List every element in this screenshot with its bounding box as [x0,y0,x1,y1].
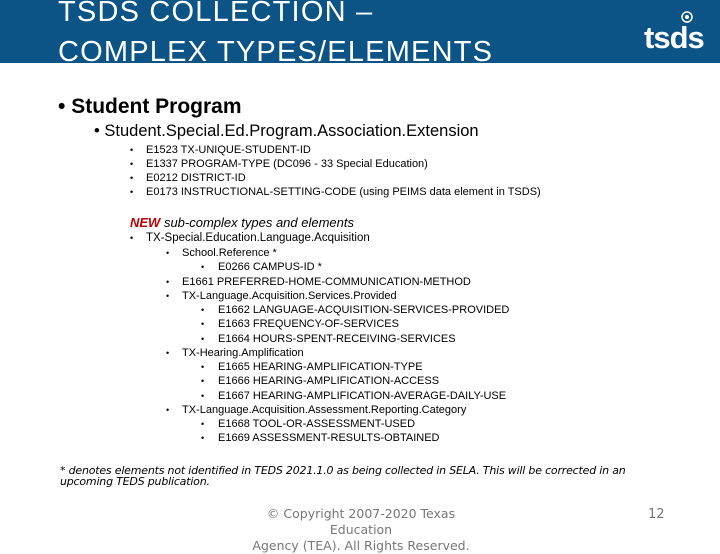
hearing-type-line: TX-Hearing.Amplification [182,347,304,359]
hearing-element-line: E1666 HEARING-AMPLIFICATION-ACCESS [218,375,440,387]
footnote-line-1: * denotes elements not identified in TEDS 2021.1.0 as being collected in SELA. This will be corrected in an [60,464,626,477]
preferred-method-line: E1661 PREFERRED-HOME-COMMUNICATION-METHOD [182,276,471,288]
complex-type-line: TX-Special.Education.Language.Acquisition [146,232,370,244]
bullet: • [201,433,205,443]
element-line: E0212 DISTRICT-ID [146,172,246,184]
bullet: • [166,248,170,258]
bullet: • [166,291,170,301]
services-element-line: E1663 FREQUENCY-OF-SERVICES [218,318,399,330]
campus-id-line: E0266 CAMPUS-ID * [218,261,322,273]
footnote [60,465,660,487]
student-program-heading: Student Program [71,95,242,118]
header-bar [0,0,720,63]
hearing-element-line: E1667 HEARING-AMPLIFICATION-AVERAGE-DAILY-USE [218,390,507,402]
bullet: • [166,348,170,358]
title-line-2: COMPLEX TYPES/ELEMENTS [58,36,494,63]
bullet: • [201,334,205,344]
footnote-line-2: upcoming TEDS publication. [60,475,210,488]
new-label: NEW [130,215,161,230]
new-text: sub-complex types and elements [160,215,354,230]
copyright-line-2: Agency (TEA). All Rights Reserved. [252,538,470,553]
element-line: E0173 INSTRUCTIONAL-SETTING-CODE (using PEIMS data element in TSDS) [146,186,541,198]
bullet: • [130,159,134,169]
bullet: • [201,319,205,329]
element-line: E1523 TX-UNIQUE-STUDENT-ID [146,144,311,156]
copyright-footer [236,506,486,554]
bullet-level-1: • Student Program [58,95,242,118]
copyright-line-1: © Copyright 2007-2020 Texas Education [266,506,456,537]
slide-title [58,0,493,63]
bullet: • [166,277,170,287]
bullet: • [201,262,205,272]
services-element-line: E1664 HOURS-SPENT-RECEIVING-SERVICES [218,333,456,345]
bullet: • [201,362,205,372]
bullet: • [130,233,134,243]
bullet: • [166,405,170,415]
hearing-element-line: E1665 HEARING-AMPLIFICATION-TYPE [218,361,423,373]
title-line-1: TSDS COLLECTION – [58,0,374,28]
logo-mark-icon [680,10,694,24]
assessment-element-line: E1669 ASSESSMENT-RESULTS-OBTAINED [218,432,440,444]
school-reference-line: School.Reference * [182,247,277,259]
bullet-level-2: • Student.Special.Ed.Program.Association.Extension [94,122,479,140]
bullet: • [130,145,134,155]
page-number: 12 [648,507,665,522]
bullet: • [130,187,134,197]
tsds-logo [644,10,714,54]
bullet: • [201,419,205,429]
new-subtypes-heading [130,215,354,230]
element-line: E1337 PROGRAM-TYPE (DC096 - 33 Special Education) [146,158,428,170]
bullet: • [130,173,134,183]
association-extension-heading: Student.Special.Ed.Program.Association.Extension [104,122,479,140]
bullet: • [201,376,205,386]
bullet: • [201,391,205,401]
logo-text: tsds [644,20,704,55]
bullet: • [201,305,205,315]
assessment-type-line: TX-Language.Acquisition.Assessment.Reporting.Category [182,404,467,416]
services-type-line: TX-Language.Acquisition.Services.Provided [182,290,397,302]
services-element-line: E1662 LANGUAGE-ACQUISITION-SERVICES-PROVIDED [218,304,510,316]
assessment-element-line: E1668 TOOL-OR-ASSESSMENT-USED [218,418,416,430]
